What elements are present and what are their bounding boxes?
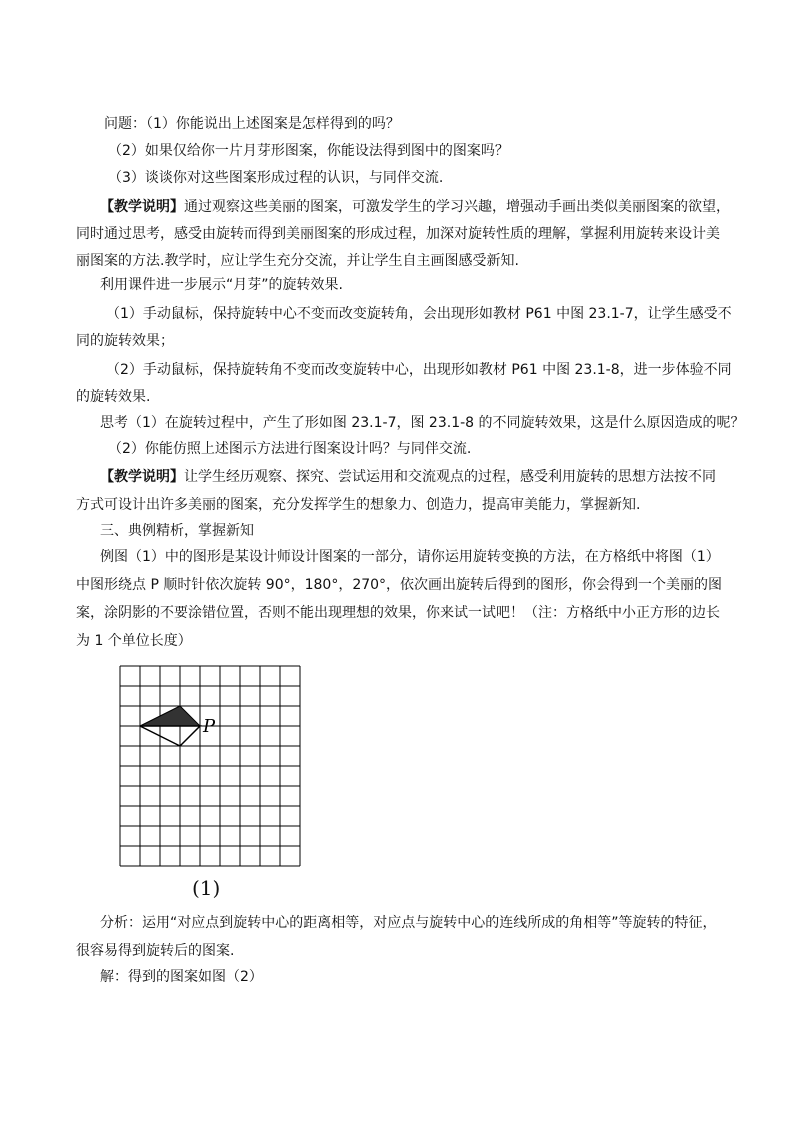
think-1: 思考（1）在旋转过程中，产生了形如图 23.1-7，图 23.1-8 的不同旋转效果，这是什么原因造成的呢？: [100, 415, 745, 431]
teaching-note-tag: 【教学说明】: [100, 199, 184, 215]
teaching-note-1-line-1: [100, 198, 730, 216]
point-p-label: P: [203, 716, 216, 737]
analysis-line-1: 分析：运用“对应点到旋转中心的距离相等，对应点与旋转中心的连线所成的角相等”等旋转的特征，: [100, 915, 717, 931]
teaching-note-1-line-2: 同时通过思考，感受由旋转而得到美丽图案的形成过程，加深对旋转性质的理解，掌握利用旋转来设计美: [76, 226, 720, 242]
outline-quadrilateral: [140, 726, 200, 746]
example-line-4: 为 1 个单位长度）: [76, 633, 192, 649]
problem-question-2: （2）如果仅给你一片月芽形图案，你能设法得到图中的图案吗？: [108, 143, 509, 159]
courseware-item-2-line-2: 的旋转效果.: [76, 389, 151, 405]
courseware-line: 利用课件进一步展示“月芽”的旋转效果.: [100, 277, 343, 293]
grid-lines: [120, 666, 300, 866]
solution-line: 解：得到的图案如图（2）: [100, 969, 263, 985]
problem-intro: 问题：（1）你能说出上述图案是怎样得到的吗？: [104, 116, 400, 132]
courseware-item-2-line-1: （2）手动鼠标，保持旋转角不变而改变旋转中心，出现形如教材 P61 中图 23.1-8，进一步体验不同: [106, 362, 732, 378]
courseware-item-1-line-2: 同的旋转效果；: [76, 333, 174, 349]
teaching-note-text: 通过观察这些美丽的图案，可激发学生的学习兴趣，增强动手画出类似美丽图案的欲望，: [184, 199, 730, 215]
teaching-note-tag: 【教学说明】: [100, 469, 184, 485]
figure-1-caption: (1): [192, 876, 221, 900]
shaded-triangle: [140, 706, 200, 726]
teaching-note-2-line-1: [100, 468, 716, 486]
example-line-1: 例图（1）中的图形是某设计师设计图案的一部分，请你运用旋转变换的方法，在方格纸中将图（1）: [100, 549, 720, 565]
teaching-note-1-line-3: 丽图案的方法.教学时，应让学生充分交流，并让学生自主画图感受新知.: [76, 253, 519, 269]
analysis-line-2: 很容易得到旋转后的图案.: [76, 943, 235, 959]
grid-figure-1: [118, 664, 306, 872]
think-2: （2）你能仿照上述图示方法进行图案设计吗？与同伴交流.: [108, 441, 472, 457]
example-line-3: 案，涂阴影的不要涂错位置，否则不能出现理想的效果，你来试一试吧！（注：方格纸中小正方形的边长: [76, 605, 720, 621]
courseware-item-1-line-1: （1）手动鼠标，保持旋转中心不变而改变旋转角，会出现形如教材 P61 中图 23.1-7，让学生感受不: [106, 306, 732, 322]
section-heading-3: 三、典例精析，掌握新知: [100, 523, 254, 539]
example-line-2: 中图形绕点 P 顺时针依次旋转 90°，180°，270°，依次画出旋转后得到的图形，你会得到一个美丽的图: [76, 577, 723, 593]
teaching-note-2-line-2: 方式可设计出许多美丽的图案，充分发挥学生的想象力、创造力，提高审美能力，掌握新知.: [76, 497, 641, 513]
problem-question-3: （3）谈谈你对这些图案形成过程的认识，与同伴交流.: [108, 170, 444, 186]
teaching-note-text: 让学生经历观察、探究、尝试运用和交流观点的过程，感受利用旋转的思想方法按不同: [184, 469, 716, 485]
